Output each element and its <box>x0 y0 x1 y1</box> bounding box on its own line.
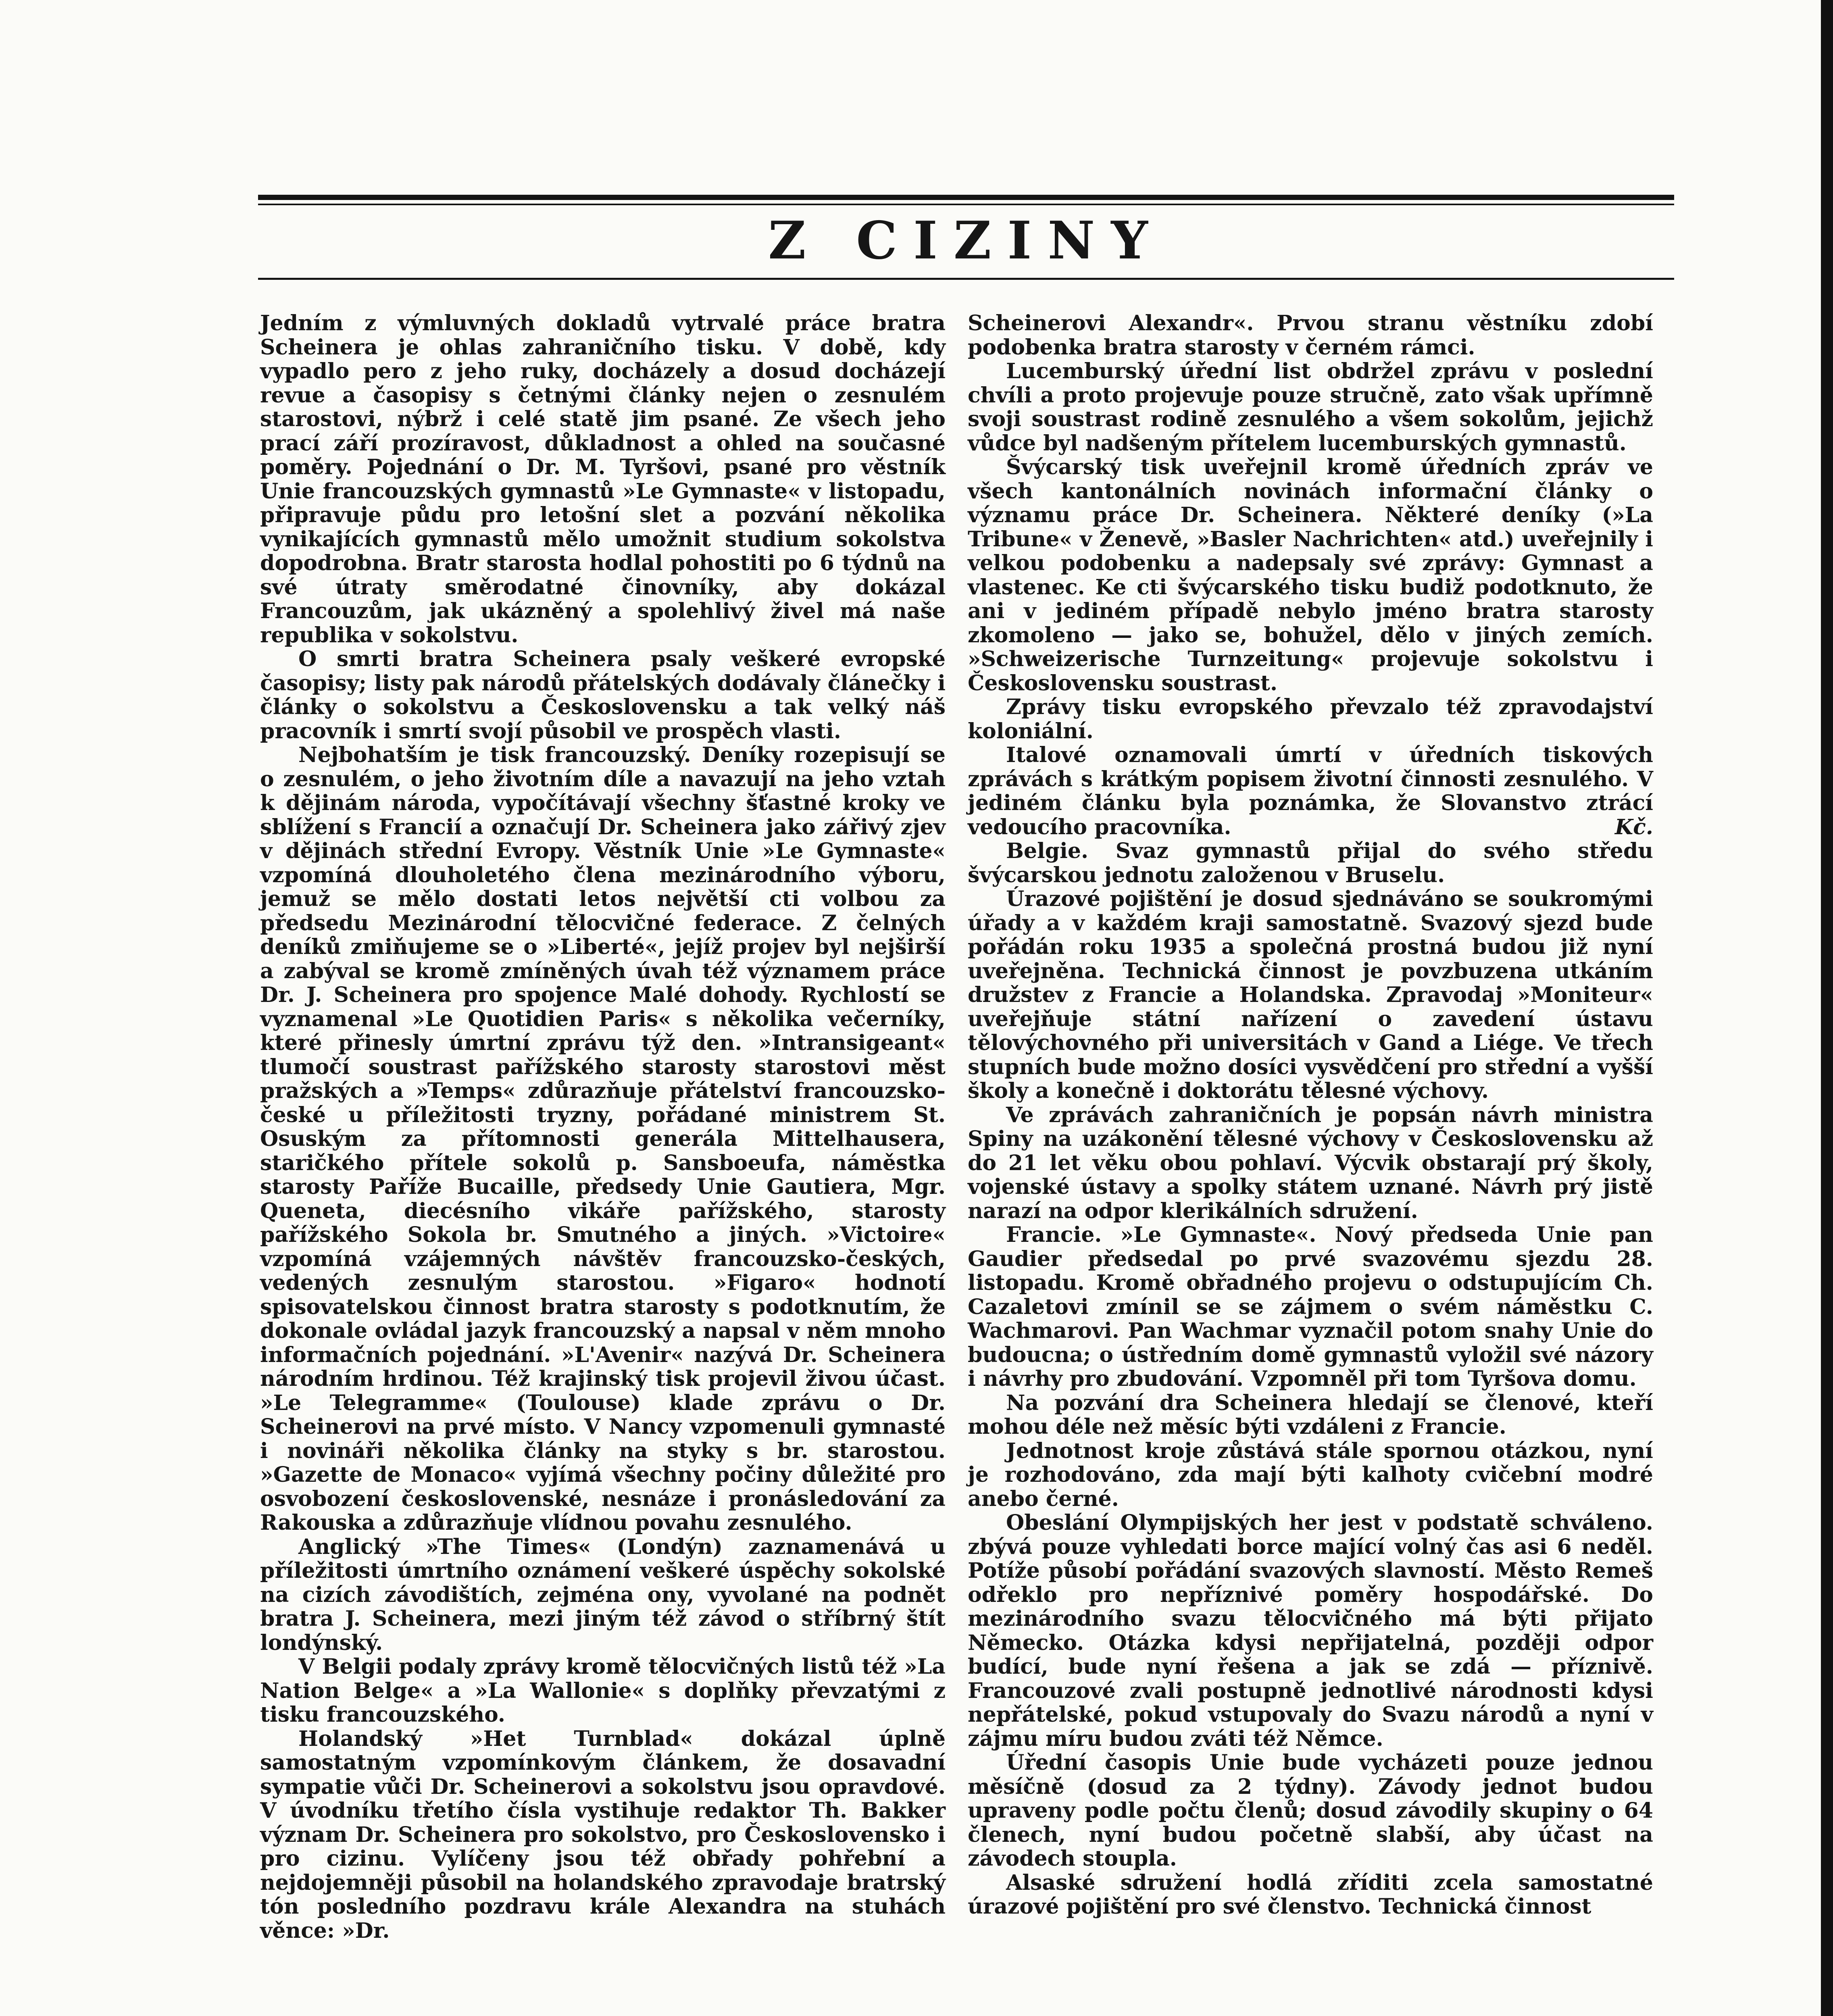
right-paragraph-5 <box>968 743 1653 839</box>
left-paragraph-4: Anglický »The Times« (Londýn) zaznamenává u příležitosti úmrtního oznámení veškeré úspěchy sokolské na cizích závodištích, zejména ony, vyvolané na podnět bratra J. Scheinera, mezi jiným též závod o stříbrný štít londýnský. <box>260 1534 946 1655</box>
right-paragraph-11: Jednotnost kroje zůstává stále spornou otázkou, nyní je rozhodováno, zda mají býti kalhoty cvičební modré anebo černé. <box>968 1438 1653 1511</box>
left-paragraph-5: V Belgii podaly zprávy kromě tělocvičných listů též »La Nation Belge« a »La Wallonie« s doplňky převzatými z tisku francouzského. <box>260 1654 946 1727</box>
right-paragraph-14: Alsaské sdružení hodlá zříditi zcela samostatné úrazové pojištění pro své členstvo. Technická činnost <box>968 1870 1653 1919</box>
right-paragraph-6: Belgie. Svaz gymnastů přijal do svého středu švýcarskou jednotu založenou v Bruselu. <box>968 839 1653 887</box>
left-paragraph-1: Jedním z výmluvných dokladů vytrvalé práce bratra Scheinera je ohlas zahraničního tisku. V době, kdy vypadlo pero z jeho ruky, docházely a dosud docházejí revue a časopisy s četnými články nejen o zesnulém starostovi, nýbrž i celé statě jim psané. Ze všech jeho prací září prozíravost, důkladnost a ohled na současné poměry. Pojednání o Dr. M. Tyršovi, psané pro věstník Unie francouzských gymnastů »Le Gymnaste« v listopadu, připravuje půdu pro letošní slet a pozvání několika vynikajících gymnastů mělo umožnit studium sokolstva dopodrobna. Bratr starosta hodlal pohostiti po 6 týdnů na své útraty směrodatné činovníky, aby dokázal Francouzům, jak ukázněný a spolehlivý živel má naše republika v sokolstvu. <box>260 311 946 648</box>
right-paragraph-5-text: Italové oznamovali úmrtí v úředních tiskových zprávách s krátkým popisem životní činnosti zesnulého. V jediném článku byla poznámka, že Slovanstvo ztrácí vedoucího pracovníka. <box>968 743 1653 839</box>
scan-edge-right <box>1821 0 1833 2016</box>
article-column-right <box>968 311 1653 1919</box>
left-paragraph-6: Holandský »Het Turnblad« dokázal úplně samostatným vzpomínkovým článkem, že dosavadní sympatie vůči Dr. Scheinerovi a sokolstvu jsou opravdové. V úvodníku třetího čísla vystihuje redaktor Th. Bakker význam Dr. Scheinera pro sokolstvo, pro Československo i pro cizinu. Vylíčeny jsou též obřady pohřební a nejdojemněji působil na holandského zpravodaje bratrský tón posledního pozdravu krále Alexandra na stuhách věnce: »Dr. <box>260 1726 946 1943</box>
page-title: Z CIZINY <box>768 210 1164 271</box>
right-paragraph-8: Ve zprávách zahraničních je popsán návrh ministra Spiny na uzákonění tělesné výchovy v Československu až do 21 let věku obou pohlaví. Výcvik obstarají prý školy, vojenské ústavy a spolky státem uznané. Návrh prý jistě narazí na odpor klerikálních sdružení. <box>968 1102 1653 1223</box>
left-paragraph-2: O smrti bratra Scheinera psaly veškeré evropské časopisy; listy pak národů přátelských dodávaly článečky i články o sokolstvu a Československu a tak velký náš pracovník i smrtí svojí působil ve prospěch vlasti. <box>260 647 946 744</box>
header-rule-thick <box>258 195 1674 200</box>
header-rule-thin <box>258 204 1674 205</box>
header-rule-bottom <box>258 278 1674 280</box>
right-paragraph-13: Úřední časopis Unie bude vycházeti pouze jednou měsíčně (dosud za 2 týdny). Závody jednot budou upraveny podle počtu členů; dosud závodily skupiny o 64 členech, nyní budou početně slabší, aby účast na závodech stoupla. <box>968 1750 1653 1871</box>
right-paragraph-3: Švýcarský tisk uveřejnil kromě úředních zpráv ve všech kantonálních novinách informační články o významu práce Dr. Scheinera. Některé deníky (»La Tribune« v Ženevě, »Basler Nachrichten« atd.) uveřejnily i velkou podobenku a nadepsaly své zprávy: Gymnast a vlastenec. Ke cti švýcarského tisku budiž podotknuto, že ani v jediném případě nebylo jméno bratra starosty zkomoleno — jako se, bohužel, dělo v jiných zemích. »Schweizerische Turnzeitung« projevuje sokolstvu i Československu soustrast. <box>968 455 1653 696</box>
right-paragraph-2: Lucemburský úřední list obdržel zprávu v poslední chvíli a proto projevuje pouze stručně, zato však upřímně svoji soustrast rodině zesnulého a všem sokolům, jejichž vůdce byl nadšeným přítelem lucemburských gymnastů. <box>968 359 1653 456</box>
right-paragraph-10: Na pozvání dra Scheinera hledají se členové, kteří mohou déle než měsíc býti vzdáleni z Francie. <box>968 1390 1653 1439</box>
left-paragraph-3: Nejbohatším je tisk francouzský. Deníky rozepisují se o zesnulém, o jeho životním díle a navazují na jeho vztah k dějinám národa, vypočítávají všechny šťastné kroky ve sblížení s Francií a označují Dr. Scheinera jako zářivý zjev v dějinách střední Evropy. Věstník Unie »Le Gymnaste« vzpomíná dlouholetého člena mezinárodního výboru, jemuž se mělo dostati letos největší cti volbou za předsedu Mezinárodní tělocvičné federace. Z čelných deníků zmiňujeme se o »Liberté«, jejíž projev byl nejširší a zabýval se kromě zmíněných úvah též významem práce Dr. J. Scheinera pro spojence Malé dohody. Rychlostí se vyznamenal »Le Quotidien Paris« s několika večerníky, které přinesly úmrtní zprávu týž den. »Intransigeant« tlumočí soustrast pařížského starosty starostovi měst pražských a »Temps« zdůrazňuje přátelství francouzsko-české u příležitosti tryzny, pořádané ministrem St. Osuským za přítomnosti generála Mittelhausera, staričkého přítele sokolů p. Sansboeufa, náměstka starosty Paříže Bucaille, předsedy Unie Gautiera, Mgr. Queneta, diecésního vikáře pařížského, starosty pařížského Sokola br. Smutného a jiných. »Victoire« vzpomíná vzájemných návštěv francouzsko-českých, vedených zesnulým starostou. »Figaro« hodnotí spisovatelskou činnost bratra starosty s podotknutím, že dokonale ovládal jazyk francouzský a napsal v něm mnoho informačních pojednání. »L'Avenir« nazývá Dr. Scheinera národním hrdinou. Též krajinský tisk projevil živou účast. »Le Telegramme« (Toulouse) klade zprávu o Dr. Scheinerovi na prvé místo. V Nancy vzpomenuli gymnasté i novináři několika články na styky s br. starostou. »Gazette de Monaco« vyjímá všechny počiny důležité pro osvobození československé, nesnáze i pronásledování za Rakouska a zdůrazňuje vlídnou povahu zesnulého. <box>260 743 946 1535</box>
right-paragraph-9: Francie. »Le Gymnaste«. Nový předseda Unie pan Gaudier předsedal po prvé svazovému sjezdu 28. listopadu. Kromě obřadného projevu o odstupujícím Ch. Cazaletovi zmínil se se zájmem o svém náměstku C. Wachmarovi. Pan Wachmar vyznačil potom snahy Unie do budoucna; o ústředním domě gymnastů vyložil své názory i návrhy pro zbudování. Vzpomněl při tom Tyršova domu. <box>968 1223 1653 1391</box>
right-paragraph-12: Obeslání Olympijských her jest v podstatě schváleno. zbývá pouze vyhledati borce mající volný čas asi 6 neděl. Potíže působí pořádání svazových slavností. Město Remeš odřeklo pro nepříznivé poměry hospodářské. Do mezinárodního svazu tělocvičného má býti přijato Německo. Otázka kdysi nepřijatelná, později odpor budící, bude nyní řešena a jak se zdá — příznivě. Francouzové zvali postupně jednotlivé národnosti kdysi nepřátelské, pokud vstupovaly do Svazu národů a nyní v zájmu míru budou zváti též Němce. <box>968 1510 1653 1751</box>
right-paragraph-7: Úrazové pojištění je dosud sjednáváno se soukromými úřady a v každém kraji samostatně. Svazový sjezd bude pořádán roku 1935 a společná prostná budou již nyní uveřejněna. Technická činnost je povzbuzena utkáním družstev z Francie a Holandska. Zpravodaj »Moniteur« uveřejňuje státní nařízení o zavedení ústavu tělovýchovného při universitách v Gand a Liége. Ve třech stupních bude možno dosíci vysvědčení pro střední a vyšší školy a konečně i doktorátu tělesné výchovy. <box>968 887 1653 1103</box>
author-signature: Kč. <box>1615 814 1653 839</box>
right-paragraph-4: Zprávy tisku evropského převzalo též zpravodajství koloniální. <box>968 695 1653 744</box>
article-column-left <box>260 311 946 1943</box>
right-paragraph-1: Scheinerovi Alexandr«. Prvou stranu věstníku zdobí podobenka bratra starosty v černém rámci. <box>968 311 1653 360</box>
